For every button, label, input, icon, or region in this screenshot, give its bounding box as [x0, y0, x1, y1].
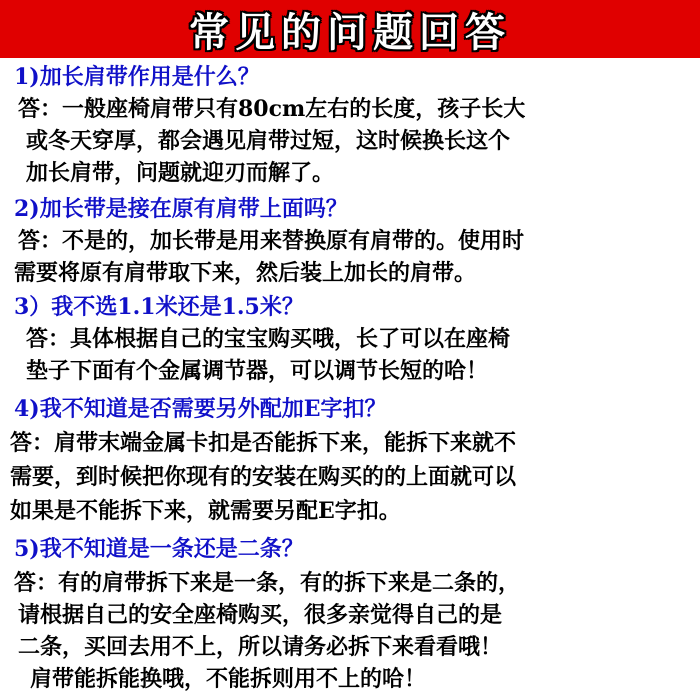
faq-answer-5-line-2: 请根据自己的安全座椅购买，很多亲觉得自己的是 — [18, 602, 503, 628]
faq-answer-4-line-1: 答：肩带末端金属卡扣是否能拆下来，能拆下来就不 — [10, 430, 517, 456]
faq-answer-2-line-1: 答：不是的，加长带是用来替换原有肩带的。使用时 — [18, 228, 525, 254]
page-title: 常见的问题回答 — [189, 9, 511, 56]
faq-answer-5-line-3: 二条，买回去用不上，所以请务必拆下来看看哦！ — [18, 634, 503, 660]
faq-answer-1-line-1: 答：一般座椅肩带只有80cm左右的长度，孩子长大 — [18, 96, 526, 122]
faq-answer-3-line-1: 答：具体根据自己的宝宝购买哦，长了可以在座椅 — [26, 326, 511, 352]
faq-answer-3-line-2: 垫子下面有个金属调节器，可以调节长短的哈！ — [26, 358, 489, 384]
faq-list — [0, 58, 700, 700]
faq-answer-4-line-2: 需要，到时候把你现有的安装在购买的的上面就可以 — [10, 464, 517, 490]
faq-answer-1-line-3: 加长肩带，问题就迎刃而解了。 — [26, 160, 335, 186]
faq-answer-2-line-2: 需要将原有肩带取下来，然后装上加长的肩带。 — [14, 260, 477, 286]
faq-question-1: 1)加长肩带作用是什么？ — [14, 64, 260, 90]
faq-question-2: 2)加长带是接在原有肩带上面吗？ — [14, 196, 348, 222]
faq-answer-4-line-3: 如果是不能拆下来，就需要另配E字扣。 — [10, 498, 401, 524]
faq-question-5: 5)我不知道是一条还是二条？ — [14, 536, 304, 562]
faq-answer-1-line-2: 或冬天穿厚，都会遇见肩带过短，这时候换长这个 — [26, 128, 511, 154]
faq-answer-5-line-1: 答：有的肩带拆下来是一条，有的拆下来是二条的， — [14, 570, 521, 596]
faq-question-4: 4)我不知道是否需要另外配加E字扣？ — [14, 396, 387, 422]
title-banner — [0, 0, 700, 58]
faq-answer-5-line-4: 肩带能拆能换哦，不能拆则用不上的哈！ — [30, 666, 427, 692]
faq-question-3: 3）我不选1.1米还是1.5米？ — [14, 294, 304, 320]
